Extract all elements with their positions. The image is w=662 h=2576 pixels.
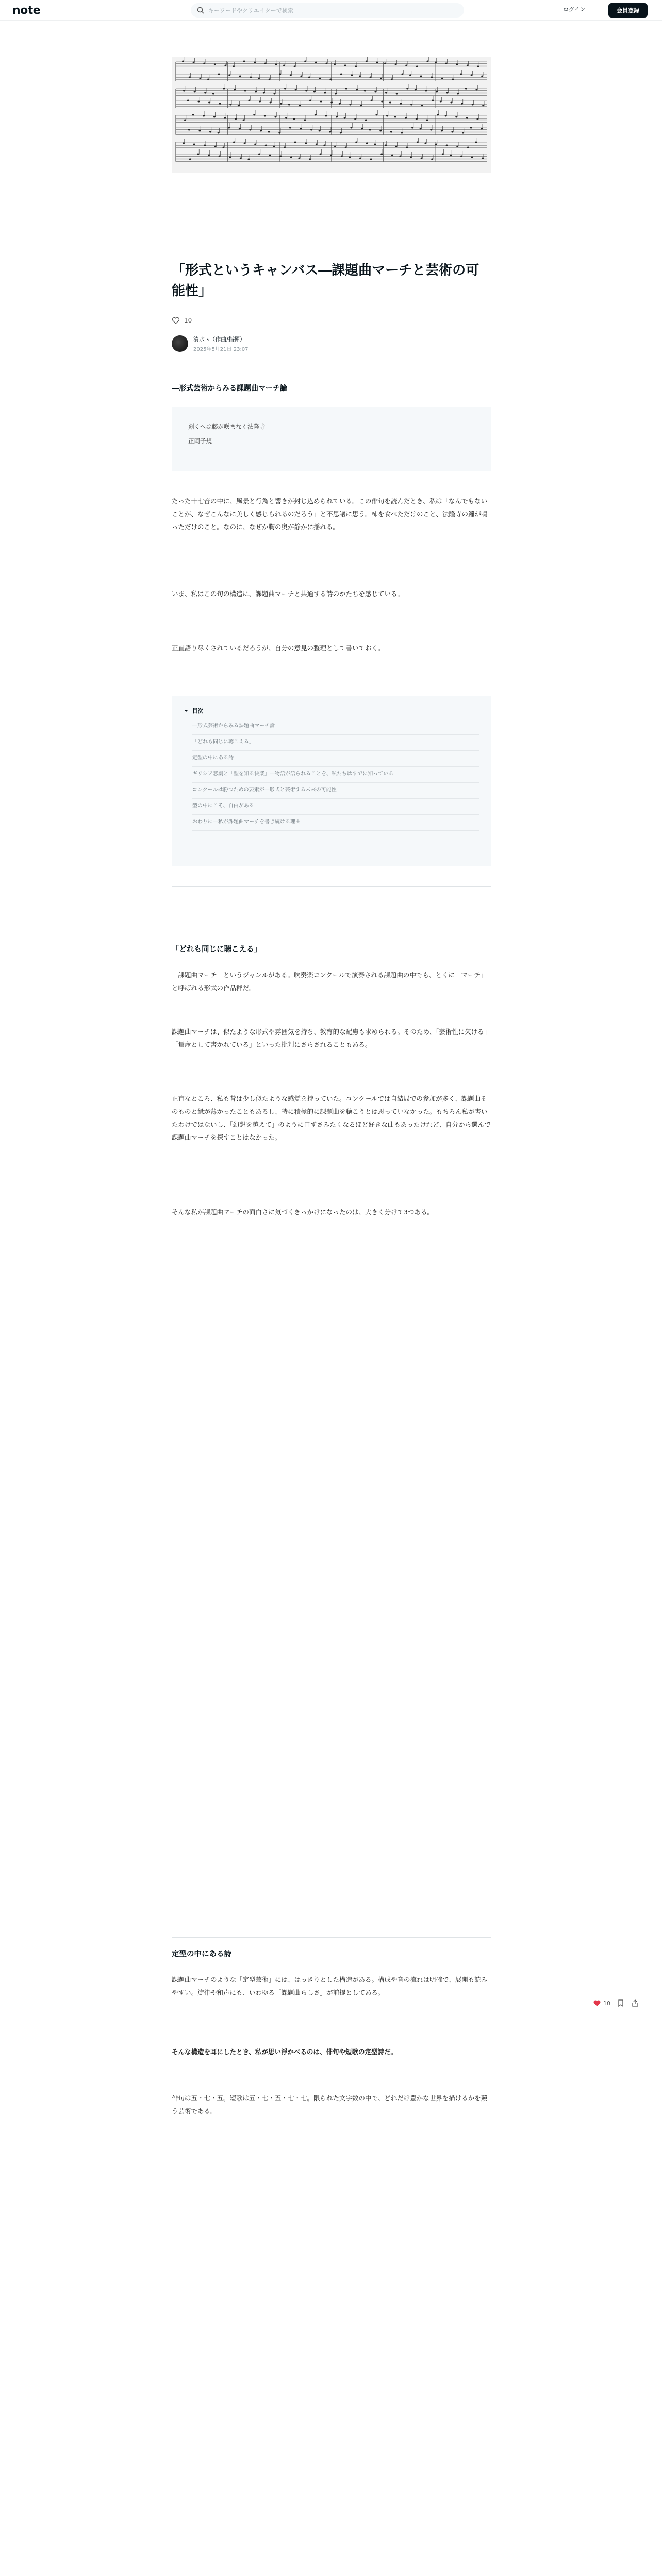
table-of-contents (172, 696, 491, 866)
section-divider (172, 1937, 491, 1938)
note-logo[interactable]: note (12, 4, 41, 17)
share-icon[interactable] (631, 1999, 639, 2007)
signup-button[interactable]: 会員登録 (608, 3, 648, 18)
bookmark-icon[interactable] (617, 1999, 625, 2007)
like-count: 10 (603, 1999, 610, 2007)
section-heading: 「どれも同じに聴こえる」 (172, 945, 261, 954)
search-icon (197, 7, 204, 14)
toc-item[interactable]: ギリシア悲劇と「型を知る快楽」―物語が語られることを、私たちはすでに知っている (192, 767, 479, 783)
section-paragraph: 俳句は五・七・五。短歌は五・七・五・七・七。限られた文字数の中で、どれだけ豊かな世界を描けるかを競う芸術である。 (172, 2094, 488, 2115)
intro-paragraph: たった十七音の中に、風景と行為と響きが封じ込められている。この俳句を読んだとき、私は「なんでもないことが、なぜこんなに美しく感じられるのだろう」と不思議に思う。柿を食べただけのこと、法隆寺の鐘が鳴っただけのこと。なのに、なぜか胸の奥が静かに揺れる。 (172, 497, 488, 531)
author-avatar[interactable] (172, 335, 188, 352)
intro-paragraph: いま、私はこの句の構造に、課題曲マーチと共通する詩のかたちを感じている。 (172, 590, 404, 598)
toc-label: 目次 (192, 708, 203, 714)
search-input[interactable] (208, 7, 451, 14)
section-paragraph: そんな構造を耳にしたとき、私が思い浮かべるのは、俳句や短歌の定型詩だ。 (172, 2048, 398, 2056)
heart-icon (593, 1999, 601, 2007)
top-header (0, 0, 662, 21)
toc-item[interactable]: ―形式芸術からみる課題曲マーチ論 (192, 719, 479, 735)
toc-item[interactable]: 定型の中にある詩 (192, 751, 479, 767)
search-box[interactable] (191, 3, 464, 18)
toc-item[interactable]: コンクールは勝つための要素が―形式と芸術する未来の可能性 (192, 783, 479, 799)
toc-item[interactable]: おわりに―私が課題曲マーチを書き続ける理由 (192, 815, 479, 831)
toc-toggle[interactable] (184, 707, 479, 715)
like-button[interactable] (593, 1999, 610, 2007)
like-count-top[interactable] (172, 316, 192, 325)
post-date: 2025年5月21日 23:07 (193, 347, 249, 352)
toc-item[interactable]: 型の中にこそ、自由がある (192, 799, 479, 815)
article-subtitle: ―形式芸術からみる課題曲マーチ論 (172, 384, 287, 393)
chevron-down-icon (184, 709, 188, 713)
author-info[interactable] (172, 335, 249, 352)
like-count: 10 (184, 317, 192, 324)
floating-action-bar (593, 1999, 639, 2007)
author-name[interactable]: 清水 s（作曲/指揮） (193, 336, 245, 343)
quoted-poem (172, 407, 491, 471)
section-paragraph: 「課題曲マーチ」というジャンルがある。吹奏楽コンクールで演奏される課題曲の中でも、とくに「マーチ」と呼ばれる形式の作品群だ。 (172, 971, 487, 992)
section-paragraph: 正直なところ、私も昔は少し似たような感覚を持っていた。コンクールでは自結局での参加が多く、課題曲そのものと縁が薄かったこともあるし、特に積極的に課題曲を聴こうとは思っていなかった。もちろん私が書いたわけではないし、「幻想を越えて」のように口ずさみたくなるほど好きな曲もあったけれど、自分から選んで課題曲マーチを探すことはなかった。 (172, 1095, 491, 1141)
article-title: 「形式というキャンバス―課題曲マーチと芸術の可能性」 (172, 263, 479, 299)
toc-item[interactable]: 「どれも同じに聴こえる」 (192, 735, 479, 751)
poem-author: 正岡子規 (188, 437, 212, 445)
poem-line: 刻くへは藤が咲まなく法隆寺 (188, 423, 266, 430)
header-image-sheet-music (172, 57, 491, 173)
intro-paragraph: 正直語り尽くされているだろうが、自分の意見の整理として書いておく。 (172, 644, 385, 652)
section-paragraph: 課題曲マーチは、似たような形式や雰囲気を持ち、教育的な配慮も求められる。そのため、「芸術性に欠ける」「量産として書かれている」といった批判にさらされることもある。 (172, 1028, 491, 1048)
section-paragraph: 課題曲マーチのような「定型芸術」には、はっきりとした構造がある。構成や音の流れは明確で、展開も読みやすい。旋律や和声にも、いわゆる「課題曲らしさ」が前提としてある。 (172, 1976, 488, 1996)
heart-icon (172, 316, 180, 325)
section-paragraph: そんな私が課題曲マーチの面白さに気づくきっかけになったのは、大きく分けて3つある。 (172, 1208, 434, 1216)
section-heading: 定型の中にある詩 (172, 1950, 231, 1958)
section-divider (172, 886, 491, 887)
login-link[interactable]: ログイン (563, 6, 586, 13)
